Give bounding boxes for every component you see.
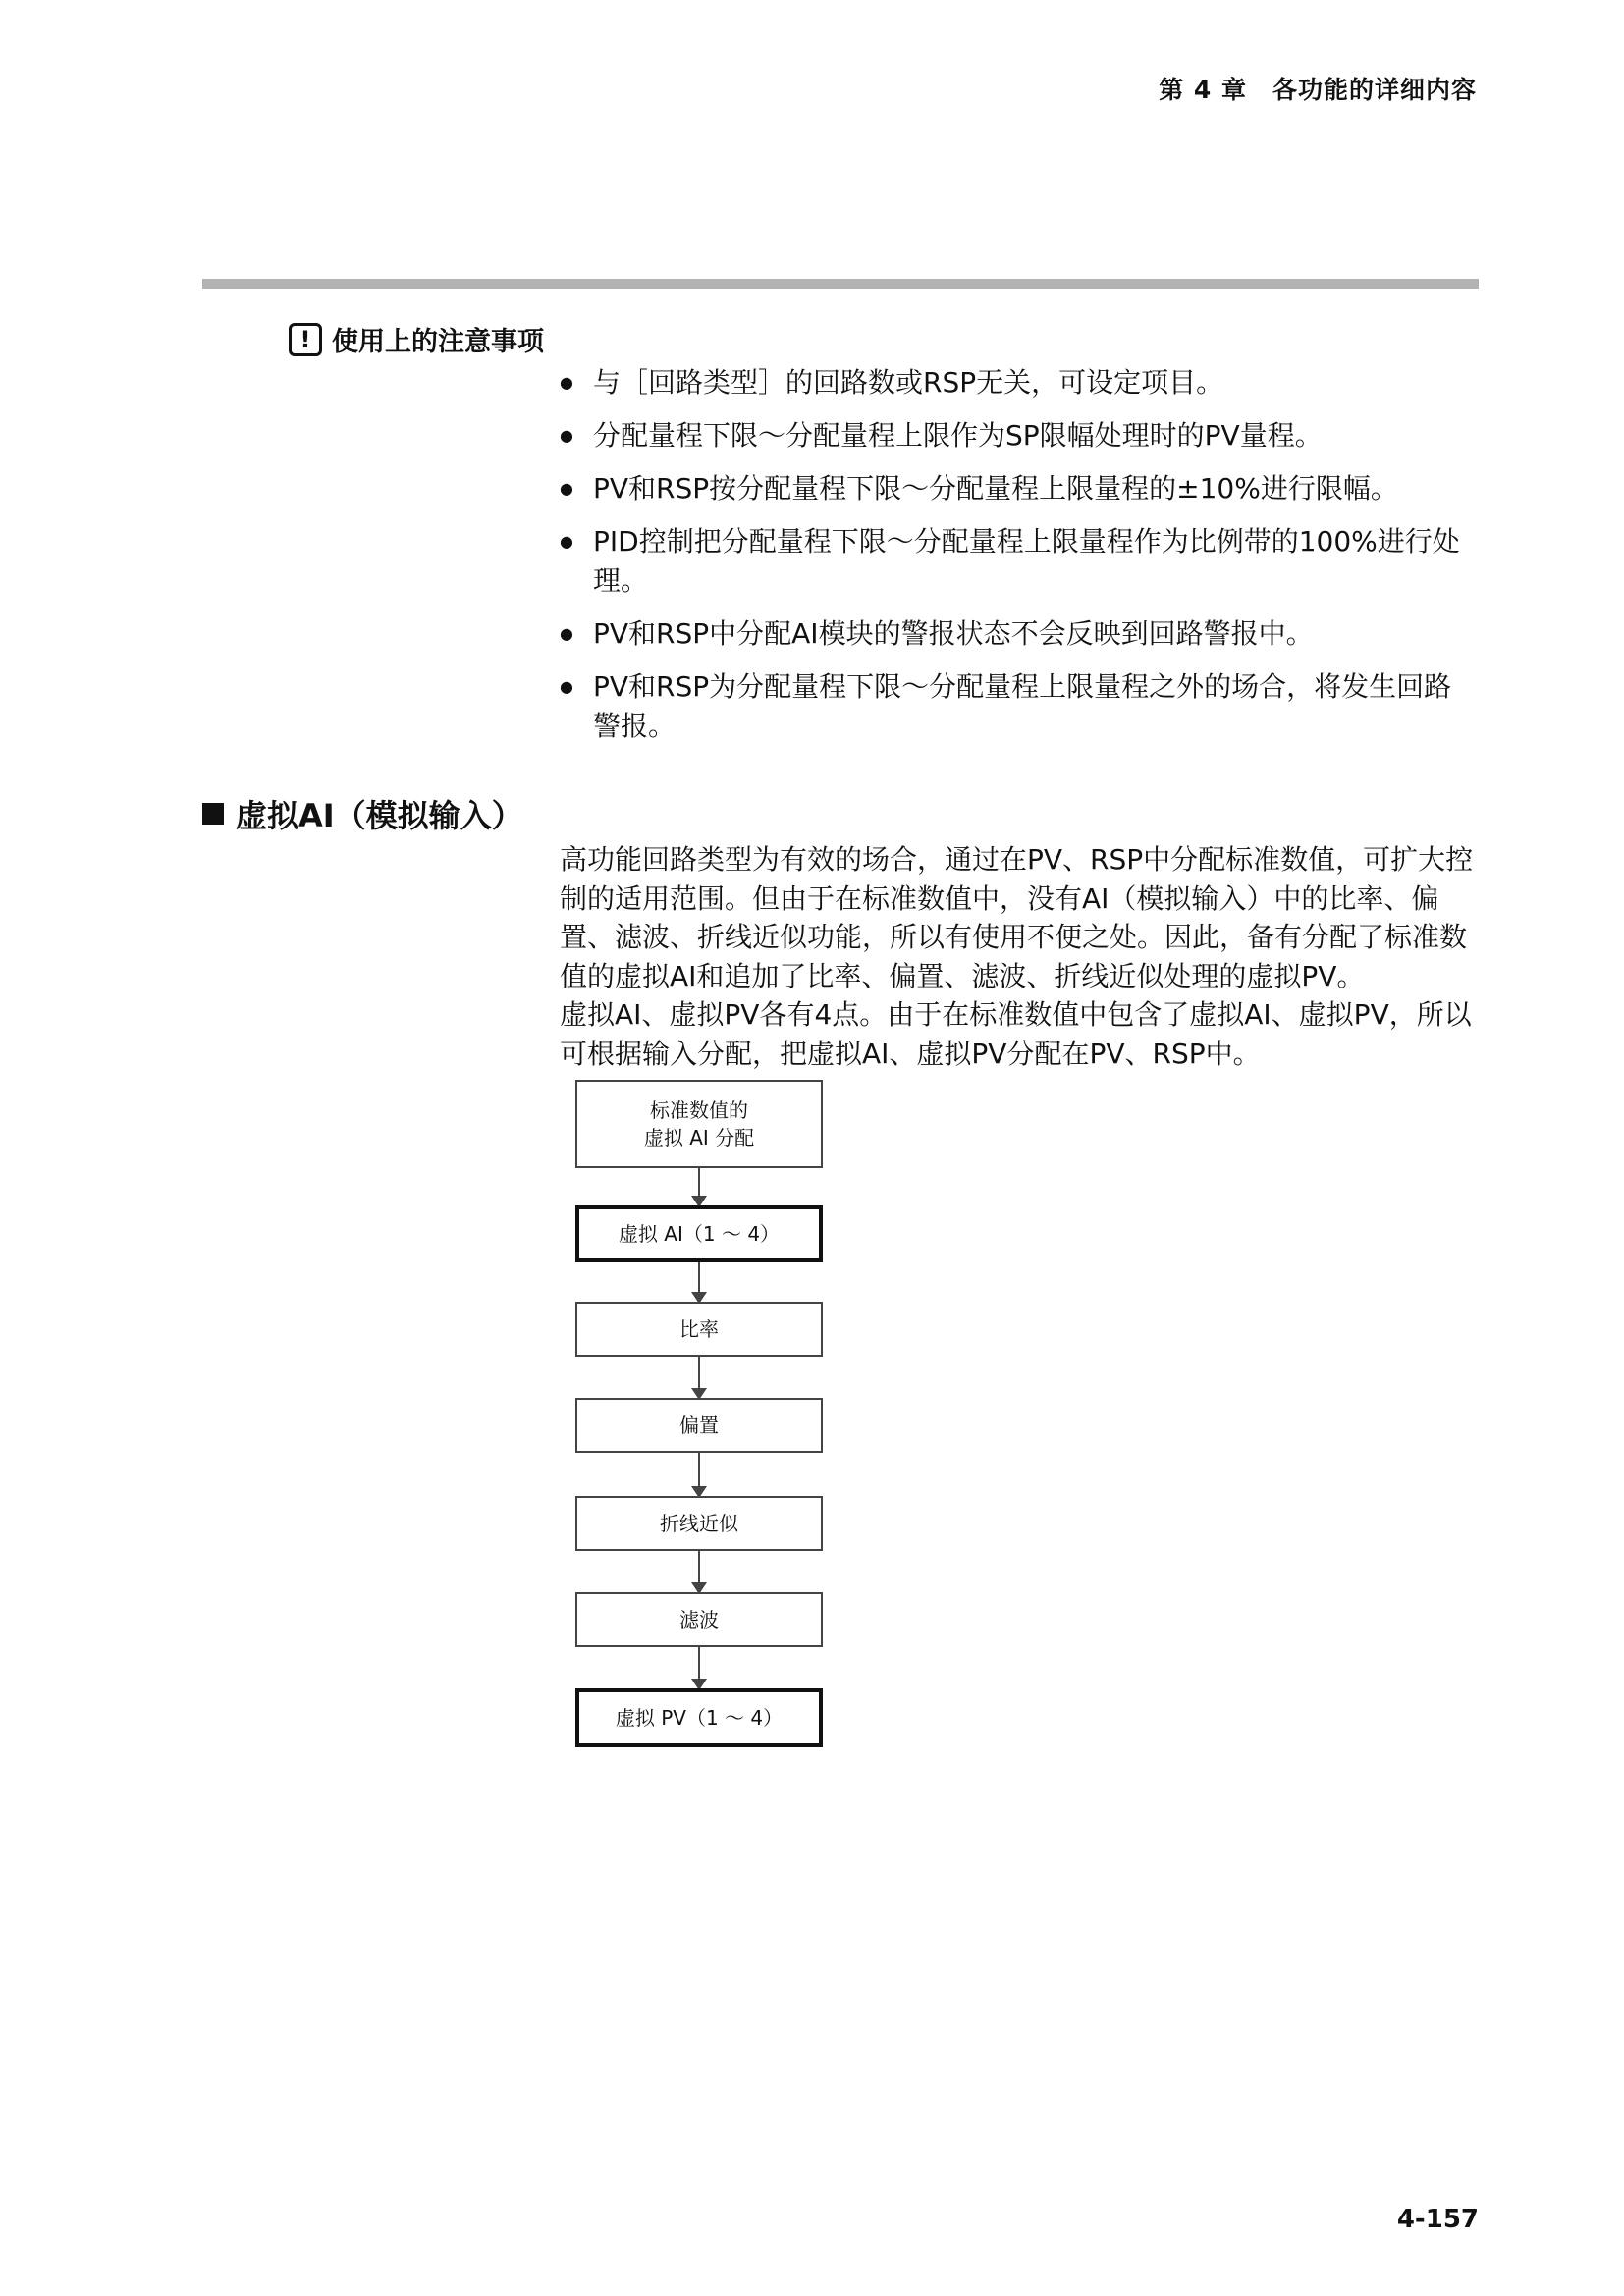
page-number: 4-157 bbox=[1396, 2205, 1479, 2234]
caution-item: ● PID控制把分配量程下限～分配量程上限量程作为比例带的100%进行处理。 bbox=[560, 522, 1473, 601]
caution-item: ● 与［回路类型］的回路数或RSP无关，可设定项目。 bbox=[560, 363, 1473, 402]
body-paragraph: 高功能回路类型为有效的场合，通过在PV、RSP中分配标准数值，可扩大控制的适用范围。但由于在标准数值中，没有AI（模拟输入）中的比率、偏置、滤波、折线近似功能，所以有使用不便之处。因此，备有分配了标准数值的虚拟AI和追加了比率、偏置、滤波、折线近似处理的虚拟PV。 bbox=[560, 843, 1474, 992]
section-body bbox=[560, 840, 1478, 1073]
caution-title: 使用上的注意事项 bbox=[332, 327, 544, 357]
caution-list bbox=[560, 363, 1473, 760]
caution-heading bbox=[289, 320, 544, 358]
caution-icon: ! bbox=[289, 323, 322, 356]
caution-item: ● PV和RSP中分配AI模块的警报状态不会反映到回路警报中。 bbox=[560, 614, 1473, 654]
flow-box-virtual-ai: 虚拟 AI（1 ～ 4） bbox=[575, 1205, 823, 1262]
caution-item: ● 分配量程下限～分配量程上限作为SP限幅处理时的PV量程。 bbox=[560, 416, 1473, 455]
flow-box-bias: 偏置 bbox=[575, 1398, 823, 1453]
section-heading bbox=[202, 791, 523, 836]
caution-item: ● PV和RSP为分配量程下限～分配量程上限量程之外的场合，将发生回路警报。 bbox=[560, 667, 1473, 746]
flow-box-virtual-pv: 虚拟 PV（1 ～ 4） bbox=[575, 1688, 823, 1747]
flow-box-ratio: 比率 bbox=[575, 1302, 823, 1357]
flow-arrow bbox=[698, 1262, 700, 1302]
section-title: 虚拟AI（模拟输入） bbox=[236, 797, 523, 834]
flow-arrow bbox=[698, 1168, 700, 1205]
square-bullet-icon bbox=[202, 803, 224, 825]
flow-arrow bbox=[698, 1357, 700, 1398]
flow-box-assign: 标准数值的 虚拟 AI 分配 bbox=[575, 1080, 823, 1168]
caution-item: ● PV和RSP按分配量程下限～分配量程上限量程的±10%进行限幅。 bbox=[560, 469, 1473, 508]
body-paragraph: 虚拟AI、虚拟PV各有4点。由于在标准数值中包含了虚拟AI、虚拟PV，所以可根据输入分配，把虚拟AI、虚拟PV分配在PV、RSP中。 bbox=[560, 998, 1472, 1070]
chapter-header: 第 4 章 各功能的详细内容 bbox=[1159, 76, 1477, 104]
flow-arrow bbox=[698, 1453, 700, 1496]
flow-box-linearization: 折线近似 bbox=[575, 1496, 823, 1551]
section-divider bbox=[202, 279, 1479, 289]
flow-arrow bbox=[698, 1647, 700, 1688]
flow-box-filter: 滤波 bbox=[575, 1592, 823, 1647]
flow-arrow bbox=[698, 1551, 700, 1592]
